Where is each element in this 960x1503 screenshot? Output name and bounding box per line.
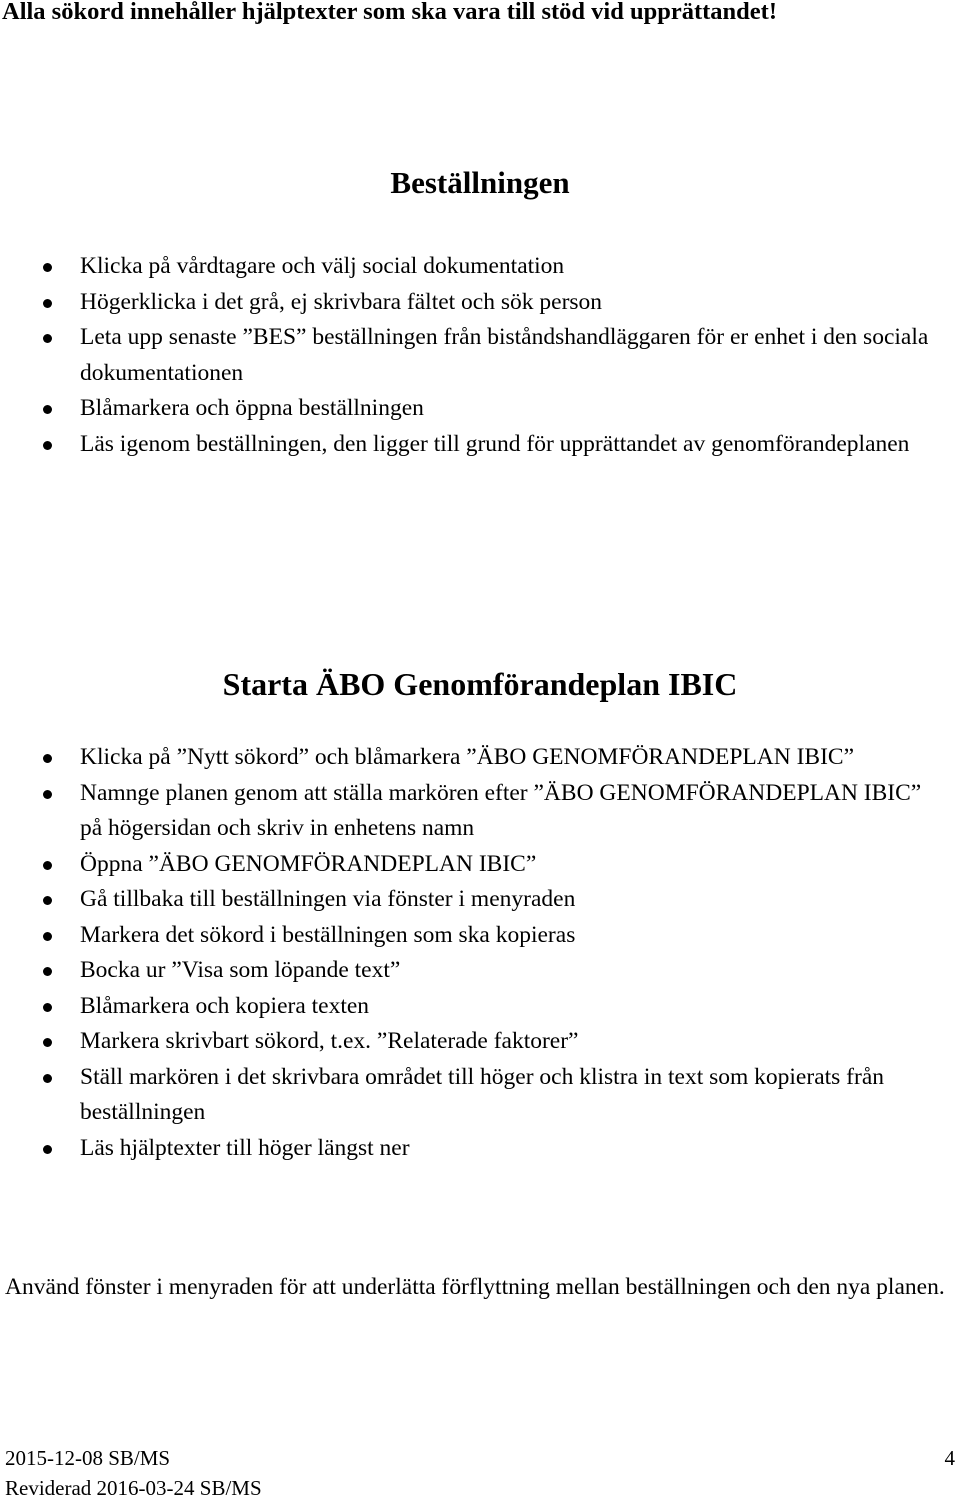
list-item-text: Blåmarkera och öppna beställningen xyxy=(80,395,424,421)
bullet-icon xyxy=(43,441,52,450)
bullet-icon xyxy=(43,967,52,976)
top-note: Alla sökord innehåller hjälptexter som ska vara till stöd vid upprättandet! xyxy=(2,0,777,25)
bullet-icon xyxy=(43,790,52,799)
list-item xyxy=(0,953,960,989)
list-item-text: Högerklicka i det grå, ej skrivbara fältet och sök person xyxy=(80,288,603,315)
footer-dates xyxy=(5,1443,262,1503)
list-item xyxy=(0,740,960,776)
bullet-icon xyxy=(43,861,52,870)
list-item xyxy=(0,1024,960,1060)
starta-abo-list xyxy=(0,740,960,1166)
list-item-text: Klicka på vårdtagare och välj social dokumentation xyxy=(80,253,565,279)
list-item-text: Namnge planen genom att ställa markören efter ”ÄBO GENOMFÖRANDEPLAN IBIC” på högersidan och skriv in enhetens namn xyxy=(80,779,922,841)
list-item xyxy=(0,320,960,391)
list-item-text: Läs igenom beställningen, den ligger till grund för upprättandet av genomförandeplanen xyxy=(80,430,910,457)
bullet-icon xyxy=(43,263,52,272)
list-item xyxy=(0,776,960,847)
list-item xyxy=(0,249,960,285)
bullet-icon xyxy=(43,896,52,905)
bullet-icon xyxy=(43,299,52,308)
bullet-icon xyxy=(43,1074,52,1083)
bullet-icon xyxy=(43,1038,52,1047)
footer-created: 2015-12-08 SB/MS xyxy=(5,1446,171,1470)
bullet-icon xyxy=(43,932,52,941)
list-item xyxy=(0,918,960,954)
list-item xyxy=(0,391,960,427)
bullet-icon xyxy=(43,405,52,414)
footer-revised: Reviderad 2016-03-24 SB/MS xyxy=(5,1476,262,1500)
list-item xyxy=(0,427,960,463)
list-item xyxy=(0,989,960,1025)
list-item-text: Öppna ”ÄBO GENOMFÖRANDEPLAN IBIC” xyxy=(80,850,537,877)
section-title-starta-abo: Starta ÄBO Genomförandeplan IBIC xyxy=(222,666,738,702)
list-item-text: Läs hjälptexter till höger längst ner xyxy=(80,1134,410,1161)
bullet-icon xyxy=(43,334,52,343)
list-item xyxy=(0,1131,960,1167)
list-item xyxy=(0,285,960,321)
list-item-text: Ställ markören i det skrivbara området till höger och klistra in text som kopierats från beställningen xyxy=(80,1063,885,1125)
list-item-text: Blåmarkera och kopiera texten xyxy=(80,992,370,1019)
list-item-text: Leta upp senaste ”BES” beställningen från biståndshandläggaren för er enhet i den sociala dokumentationen xyxy=(80,324,929,386)
page-number: 4 xyxy=(944,1446,955,1470)
list-item-text: Markera skrivbart sökord, t.ex. ”Relaterade faktorer” xyxy=(80,1028,579,1054)
closing-paragraph: Använd fönster i menyraden för att underlätta förflyttning mellan beställningen och den nya planen. xyxy=(5,1274,945,1300)
bullet-icon xyxy=(43,1145,52,1154)
list-item-text: Bocka ur ”Visa som löpande text” xyxy=(80,957,401,983)
section-title-bestallningen: Beställningen xyxy=(390,165,570,200)
bullet-icon xyxy=(43,1003,52,1012)
bullet-icon xyxy=(43,754,52,763)
list-item-text: Markera det sökord i beställningen som ska kopieras xyxy=(80,921,576,948)
list-item-text: Klicka på ”Nytt sökord” och blåmarkera ”ÄBO GENOMFÖRANDEPLAN IBIC” xyxy=(80,744,855,770)
list-item xyxy=(0,882,960,918)
list-item xyxy=(0,1060,960,1131)
bestallningen-list xyxy=(0,249,960,462)
list-item xyxy=(0,847,960,883)
list-item-text: Gå tillbaka till beställningen via fönster i menyraden xyxy=(80,886,576,912)
